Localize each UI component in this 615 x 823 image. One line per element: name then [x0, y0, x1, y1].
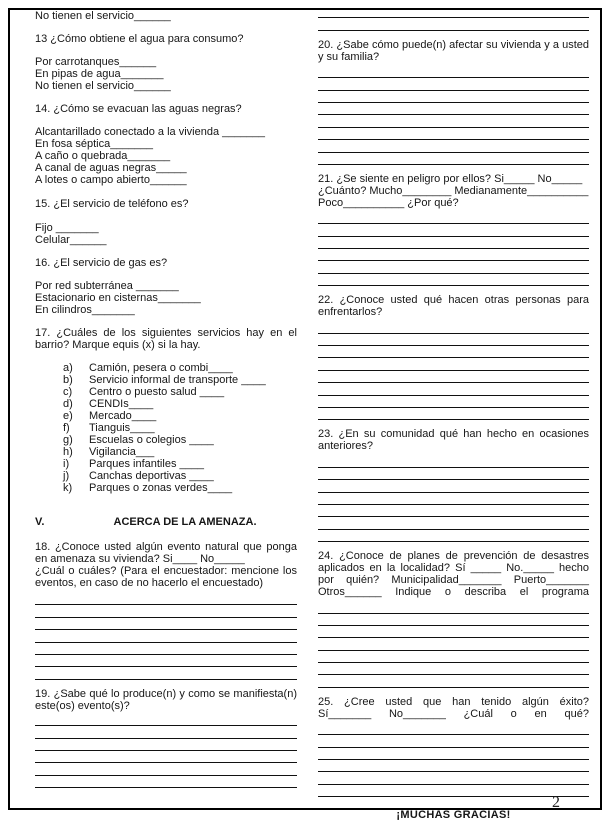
item-label: CENDIs____	[89, 398, 154, 410]
answer-line	[318, 735, 589, 747]
list-item	[35, 362, 297, 374]
answer-line	[35, 667, 297, 679]
answer-line	[318, 334, 589, 346]
option: A canal de aguas negras_____	[35, 162, 187, 174]
item-label: Camión, pesera o combi____	[89, 362, 233, 374]
answer-line	[318, 675, 589, 687]
item-letter: d)	[63, 398, 73, 410]
answer-line	[318, 91, 589, 103]
answer-line	[318, 115, 589, 127]
page-number: 2	[552, 794, 560, 811]
list-item	[35, 446, 297, 458]
question-21-line: Poco__________ ¿Por qué?	[318, 196, 459, 209]
answer-line	[35, 643, 297, 655]
answer-line	[318, 78, 589, 90]
list-item	[35, 482, 297, 494]
item-label: Escuelas o colegios ____	[89, 434, 214, 446]
option: Alcantarillado conectado a la vivienda _______	[35, 126, 265, 138]
carryover-option: No tienen el servicio______	[35, 10, 171, 22]
question-22-title: 22. ¿Conoce usted qué hacen otras personas para enfrentarlos?	[318, 294, 589, 319]
option: En pipas de agua_______	[35, 68, 164, 80]
question-14-options	[35, 126, 297, 186]
answer-line	[318, 396, 589, 408]
answer-line	[35, 605, 297, 617]
section-title: ACERCA DE LA AMENAZA.	[113, 516, 257, 528]
item-letter: a)	[63, 362, 73, 374]
list-item	[35, 470, 297, 482]
answer-line	[318, 601, 589, 613]
answer-line	[318, 408, 589, 420]
item-letter: g)	[63, 434, 73, 446]
list-item	[35, 458, 297, 470]
answer-line	[318, 321, 589, 333]
list-item	[35, 374, 297, 386]
answer-line	[318, 480, 589, 492]
item-label: Tianguis____	[89, 422, 155, 434]
question-21-line: 21. ¿Se siente en peligro por ellos? Si_____ No_____	[318, 172, 583, 185]
answer-lines-q25	[318, 723, 589, 797]
answer-line	[318, 383, 589, 395]
list-item	[35, 398, 297, 410]
question-16-options	[35, 280, 297, 316]
option: Fijo _______	[35, 222, 99, 234]
answer-line	[318, 663, 589, 675]
item-label: Centro o puesto salud ____	[89, 386, 225, 398]
answer-line	[318, 626, 589, 638]
answer-line	[35, 726, 297, 738]
option: A lotes o campo abierto______	[35, 174, 187, 186]
question-23-title: 23. ¿En su comunidad qué han hecho en ocasiones anteriores?	[318, 428, 589, 453]
item-label: Servicio informal de transporte ____	[89, 374, 266, 386]
answer-line	[35, 739, 297, 751]
answer-line	[318, 638, 589, 650]
answer-line	[35, 776, 297, 788]
item-label: Mercado____	[89, 410, 157, 422]
item-label: Vigilancia___	[89, 446, 155, 458]
question-21-block	[318, 173, 589, 209]
item-letter: b)	[63, 374, 73, 386]
answer-line	[318, 371, 589, 383]
item-label: Parques infantiles ____	[89, 458, 204, 470]
answer-line	[35, 714, 297, 726]
section-v-heading	[35, 516, 297, 528]
answer-line	[35, 763, 297, 775]
answer-line	[35, 593, 297, 605]
answer-line	[318, 651, 589, 663]
answer-line	[318, 261, 589, 273]
question-24-title: 24. ¿Conoce de planes de prevención de desastres aplicados en la localidad? Sí _____ No._____ hecho por quién? Municipalidad_______ Puerto_______ Otros______ Indique o describa el programa	[318, 550, 589, 599]
question-25-title: 25. ¿Cree usted que han tenido algún éxito? Sí_______ No_______ ¿Cuál o en qué?	[318, 695, 589, 720]
answer-line	[318, 224, 589, 236]
answer-line	[318, 505, 589, 517]
question-16-title: 16. ¿El servicio de gas es?	[35, 257, 168, 269]
answer-lines-q21	[318, 212, 589, 286]
question-13-title: 13 ¿Cómo obtiene el agua para consumo?	[35, 33, 244, 45]
question-19-title: 19. ¿Sabe qué lo produce(n) y como se manifiesta(n) este(os) evento(s)?	[35, 687, 297, 712]
answer-line	[318, 760, 589, 772]
question-18-part1: 18. ¿Conoce usted algún evento natural que ponga en amenaza su vivienda? Si____ No_____	[35, 541, 297, 565]
item-letter: h)	[63, 446, 73, 458]
question-15-title: 15. ¿El servicio de teléfono es?	[35, 198, 189, 210]
answer-line	[318, 274, 589, 286]
item-letter: e)	[63, 410, 73, 422]
item-letter: k)	[63, 482, 73, 494]
item-label: Parques o zonas verdes____	[89, 482, 233, 494]
answer-line	[318, 358, 589, 370]
option: Por carrotanques______	[35, 56, 157, 68]
question-20-title: 20. ¿Sabe cómo puede(n) afectar su vivienda y a usted y su familia?	[318, 38, 589, 63]
list-item	[35, 434, 297, 446]
answer-line	[318, 237, 589, 249]
answer-line	[35, 630, 297, 642]
answer-lines-q18	[35, 593, 297, 680]
list-item	[35, 422, 297, 434]
answer-line	[318, 785, 589, 797]
answer-line	[318, 249, 589, 261]
item-letter: f)	[63, 422, 70, 434]
item-letter: i)	[63, 458, 70, 470]
question-17-list	[35, 362, 297, 494]
answer-lines-q24	[318, 601, 589, 688]
question-21-line: ¿Cuánto? Mucho________ Medianamente__________	[318, 184, 589, 197]
option: En fosa séptica_______	[35, 138, 154, 150]
question-17-title: 17. ¿Cuáles de los siguientes servicios hay en el barrio? Marque equis (x) si la hay.	[35, 327, 297, 351]
right-column	[318, 6, 589, 821]
option: En cilindros_______	[35, 304, 135, 316]
answer-line	[318, 103, 589, 115]
answer-line	[318, 18, 589, 30]
thanks-note: ¡MUCHAS GRACIAS!	[396, 809, 511, 822]
answer-line	[318, 455, 589, 467]
item-letter: j)	[63, 470, 70, 482]
answer-line	[318, 748, 589, 760]
answer-lines-top	[318, 6, 589, 31]
question-18-part2: ¿Cuál o cuáles? (Para el encuestador: mencione los eventos, en caso de no hacerlo el encuestado)	[35, 565, 297, 589]
answer-line	[318, 723, 589, 735]
answer-line	[318, 6, 589, 18]
answer-line	[318, 517, 589, 529]
answer-line	[318, 153, 589, 165]
answer-line	[318, 493, 589, 505]
answer-line	[35, 751, 297, 763]
answer-line	[318, 772, 589, 784]
section-numeral: V.	[35, 516, 45, 528]
answer-line	[318, 530, 589, 542]
question-13-options	[35, 56, 297, 92]
answer-line	[318, 468, 589, 480]
answer-line	[318, 212, 589, 224]
answer-line	[318, 140, 589, 152]
answer-line	[318, 66, 589, 78]
option: A caño o quebrada_______	[35, 150, 171, 162]
answer-lines-q19	[35, 714, 297, 788]
answer-lines-q23	[318, 455, 589, 542]
option: Por red subterránea _______	[35, 280, 179, 292]
answer-line	[35, 655, 297, 667]
item-letter: c)	[63, 386, 73, 398]
list-item	[35, 410, 297, 422]
list-item	[35, 386, 297, 398]
answer-lines-q20	[318, 66, 589, 165]
answer-line	[318, 614, 589, 626]
question-15-options	[35, 222, 297, 246]
question-14-title: 14. ¿Cómo se evacuan las aguas negras?	[35, 103, 242, 115]
answer-line	[35, 618, 297, 630]
option: Celular______	[35, 234, 107, 246]
answer-line	[318, 128, 589, 140]
item-label: Canchas deportivas ____	[89, 470, 214, 482]
option: Estacionario en cisternas_______	[35, 292, 201, 304]
answer-line	[318, 346, 589, 358]
left-column	[35, 10, 297, 788]
option: No tienen el servicio______	[35, 80, 171, 92]
answer-lines-q22	[318, 321, 589, 420]
